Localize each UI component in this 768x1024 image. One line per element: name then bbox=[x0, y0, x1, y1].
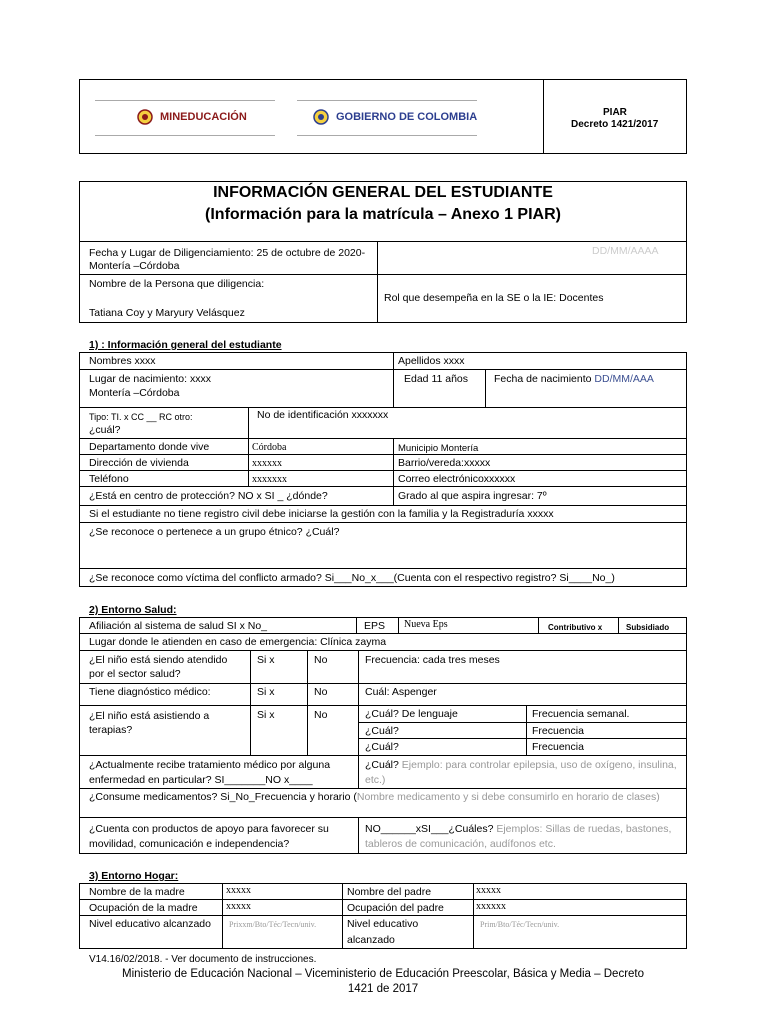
lugar-nacimiento: Lugar de nacimiento: xxxx bbox=[89, 373, 211, 385]
nivel-madre-label: Nivel educativo alcanzado bbox=[89, 918, 211, 930]
terapias-label-2: terapias? bbox=[89, 724, 133, 736]
footer-line1: Ministerio de Educación Nacional – Viceministerio de Educación Preescolar, Básica y Media – Decreto bbox=[121, 968, 645, 980]
contributivo: Contributivo x bbox=[548, 623, 603, 632]
fecha-diligenciamiento-lugar: Montería –Córdoba bbox=[89, 260, 180, 272]
decreto-label: Decreto 1421/2017 bbox=[571, 119, 659, 130]
telefono-value: xxxxxxx bbox=[252, 474, 287, 485]
terapia-cual-2: ¿Cuál? bbox=[365, 725, 399, 737]
tratamiento-label-2: enfermedad en particular? SI_______NO x____ bbox=[89, 774, 313, 786]
persona-value: Tatiana Coy y Maryury Velásquez bbox=[89, 307, 245, 319]
footer-version: V14.16/02/2018. - Ver documento de instrucciones. bbox=[89, 954, 317, 965]
ocup-madre-label: Ocupación de la madre bbox=[89, 902, 198, 914]
atendido-si: Si x bbox=[257, 654, 275, 666]
lugar-emergencia: Lugar donde le atienden en caso de emergencia: Clínica zayma bbox=[89, 636, 387, 648]
depto-value: Córdoba bbox=[252, 442, 287, 453]
nivel-madre-placeholder: Prixxm/Bto/Téc/Tecn/univ. bbox=[229, 920, 317, 929]
mineducacion-logo-text: MINEDUCACIÓN bbox=[160, 111, 247, 123]
terapia-cual-3: ¿Cuál? bbox=[365, 741, 399, 753]
fecha-nacimiento: Fecha de nacimiento DD/MM/AAA bbox=[494, 373, 654, 385]
afiliacion-salud: Afiliación al sistema de salud SI x No_ bbox=[89, 620, 268, 632]
terapias-no: No bbox=[314, 709, 328, 721]
terapia-frecuencia-1: Frecuencia semanal. bbox=[532, 708, 630, 720]
terapias-si: Si x bbox=[257, 709, 275, 721]
frecuencia-atencion: Frecuencia: cada tres meses bbox=[365, 654, 500, 666]
tratamiento-cual: ¿Cuál? Ejemplo: para controlar epilepsia, uso de oxígeno, insulina, bbox=[365, 759, 677, 771]
ocup-padre-value: xxxxxx bbox=[476, 901, 506, 912]
tratamiento-cual-2: etc.) bbox=[365, 774, 386, 786]
persona-label: Nombre de la Persona que diligencia: bbox=[89, 278, 265, 290]
nombres: Nombres xxxx bbox=[89, 355, 156, 367]
lugar-nacimiento-2: Montería –Córdoba bbox=[89, 387, 180, 399]
grupo-etnico: ¿Se reconoce o pertenece a un grupo étnico? ¿Cuál? bbox=[89, 526, 340, 538]
diagnostico-label: Tiene diagnóstico médico: bbox=[89, 686, 211, 698]
section2-title: 2) Entorno Salud: bbox=[89, 604, 177, 616]
telefono-label: Teléfono bbox=[89, 473, 129, 485]
padre-label: Nombre del padre bbox=[347, 886, 432, 898]
tratamiento-label-1: ¿Actualmente recibe tratamiento médico por alguna bbox=[89, 759, 331, 771]
title-line1: INFORMACIÓN GENERAL DEL ESTUDIANTE bbox=[213, 184, 553, 201]
nivel-padre-label-1: Nivel educativo bbox=[347, 918, 419, 930]
medicamentos: ¿Consume medicamentos? Si_No_Frecuencia y horario (Nombre medicamento y si debe consumirlo en horario de clases) bbox=[89, 791, 660, 803]
piar-label: PIAR bbox=[603, 107, 627, 118]
apoyo-respuesta-2: tableros de comunicación, audífonos etc. bbox=[365, 838, 556, 850]
barrio: Barrio/vereda:xxxxx bbox=[398, 457, 491, 469]
terapias-label-1: ¿El niño está asistiendo a bbox=[89, 710, 210, 722]
terapia-frecuencia-2: Frecuencia bbox=[532, 725, 584, 737]
victima-conflicto: ¿Se reconoce como víctima del conflicto armado? Si___No_x___(Cuenta con el respectivo registro? Si____No_) bbox=[89, 572, 615, 584]
section1-title: 1) : Información general del estudiante bbox=[89, 339, 282, 351]
madre-value: xxxxx bbox=[226, 885, 251, 896]
colombia-seal-icon bbox=[313, 109, 329, 125]
tipo-documento: Tipo: TI. x CC __ RC otro: bbox=[89, 412, 193, 422]
atendido-label-2: por el sector salud? bbox=[89, 668, 181, 680]
direccion-label: Dirección de vivienda bbox=[89, 457, 189, 469]
fecha-placeholder: DD/MM/AAAA bbox=[592, 245, 659, 257]
nivel-padre-label-2: alcanzado bbox=[347, 934, 395, 946]
depto-label: Departamento donde vive bbox=[89, 441, 210, 453]
diagnostico-cual: Cuál: Aspenger bbox=[365, 686, 437, 698]
apoyo-respuesta: NO______xSI___¿Cuáles? Ejemplos: Sillas de ruedas, bastones, bbox=[365, 823, 672, 835]
madre-label: Nombre de la madre bbox=[89, 886, 185, 898]
apoyo-label-1: ¿Cuenta con productos de apoyo para favorecer su bbox=[89, 823, 329, 835]
ocup-madre-value: xxxxx bbox=[226, 901, 251, 912]
municipio: Municipio Montería bbox=[398, 443, 479, 454]
apoyo-label-2: movilidad, comunicación e independencia? bbox=[89, 838, 290, 850]
terapia-frecuencia-3: Frecuencia bbox=[532, 741, 584, 753]
registro-civil: Si el estudiante no tiene registro civil debe iniciarse la gestión con la familia y la Registraduría xxxxx bbox=[89, 508, 554, 520]
section3-title: 3) Entorno Hogar: bbox=[89, 870, 179, 882]
footer-line2: 1421 de 2017 bbox=[347, 983, 419, 995]
grado: Grado al que aspira ingresar: 7º bbox=[398, 490, 547, 502]
title-line2: (Información para la matrícula – Anexo 1 PIAR) bbox=[205, 206, 561, 223]
mineducacion-seal-icon bbox=[137, 109, 153, 125]
rol-label: Rol que desempeña en la SE o la IE: Docentes bbox=[384, 292, 604, 304]
apellidos: Apellidos xxxx bbox=[398, 355, 465, 367]
correo: Correo electrónicoxxxxxx bbox=[398, 473, 516, 485]
atendido-label-1: ¿El niño está siendo atendido bbox=[89, 654, 228, 666]
gobierno-logo-text: GOBIERNO DE COLOMBIA bbox=[336, 111, 478, 123]
subsidiado: Subsidiado bbox=[626, 623, 670, 632]
padre-value: xxxxx bbox=[476, 885, 501, 896]
direccion-value: xxxxxx bbox=[252, 458, 282, 469]
nivel-padre-placeholder: Prim/Bto/Téc/Tecn/univ. bbox=[480, 920, 560, 929]
centro-proteccion: ¿Está en centro de protección? NO x SI _ ¿dónde? bbox=[89, 490, 328, 502]
atendido-no: No bbox=[314, 654, 328, 666]
ocup-padre-label: Ocupación del padre bbox=[347, 902, 444, 914]
fecha-diligenciamiento: Fecha y Lugar de Diligenciamiento: 25 de octubre de 2020- bbox=[89, 247, 366, 259]
terapia-cual-1: ¿Cuál? De lenguaje bbox=[365, 708, 458, 720]
tipo-cual: ¿cuál? bbox=[89, 424, 121, 436]
edad: Edad 11 años bbox=[404, 373, 469, 385]
diagnostico-si: Si x bbox=[257, 686, 275, 698]
eps-value: Nueva Eps bbox=[404, 619, 448, 630]
eps-label: EPS bbox=[364, 620, 386, 632]
no-identificacion: No de identificación xxxxxxx bbox=[257, 409, 389, 421]
diagnostico-no: No bbox=[314, 686, 328, 698]
